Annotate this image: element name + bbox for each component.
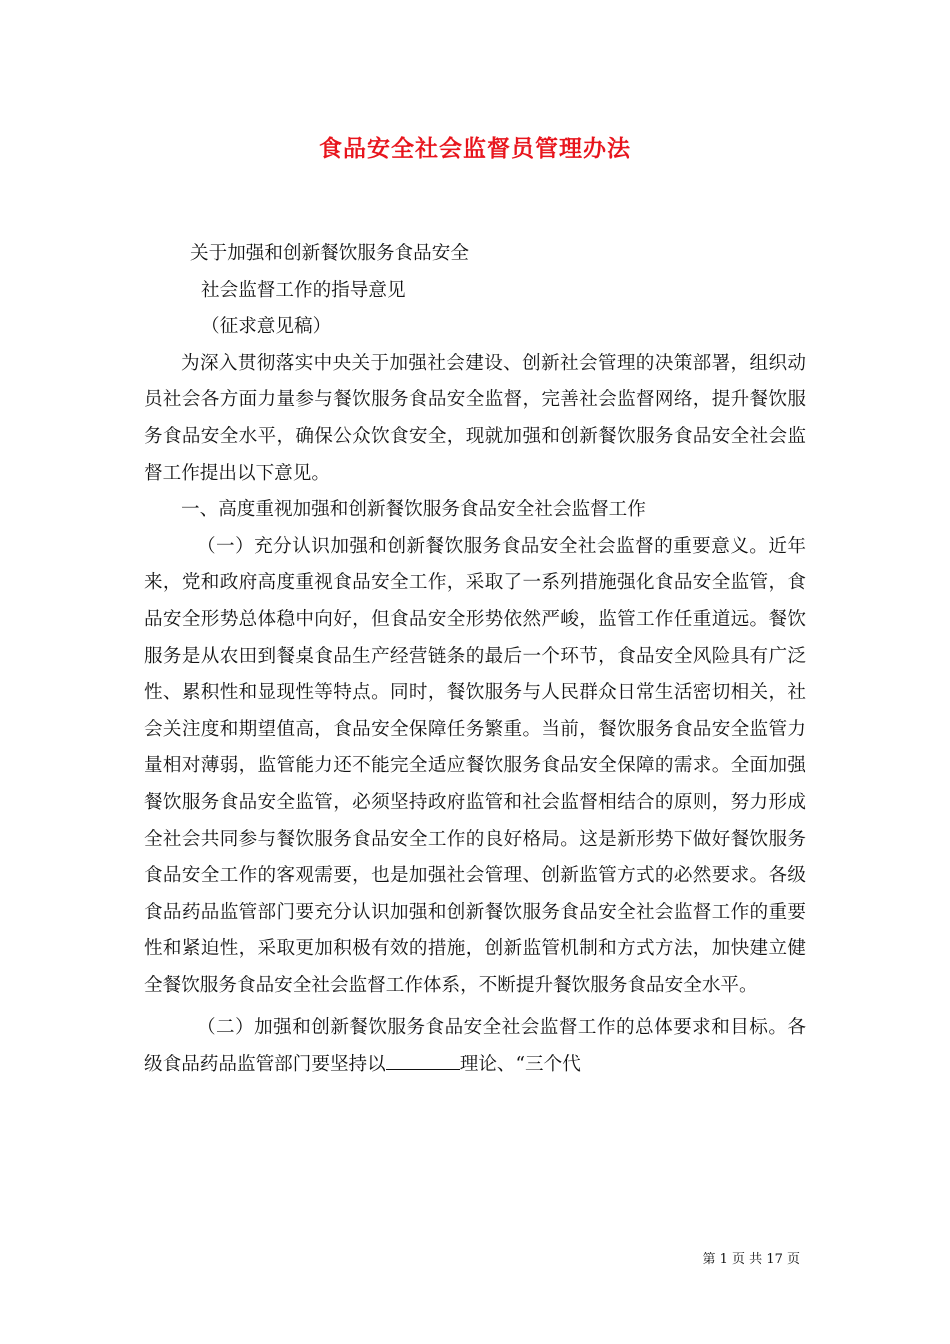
paragraph-text-before-blank: （二）加强和创新餐饮服务食品安全社会监督工作的总体要求和目标。各级食品药品监管部门要坚持以 (144, 1017, 806, 1076)
heading-line-1: 关于加强和创新餐饮服务食品安全 (190, 243, 469, 264)
document-title: 食品安全社会监督员管理办法 (319, 135, 631, 162)
section-heading-1: 一、高度重视加强和创新餐饮服务食品安全社会监督工作 (181, 499, 646, 521)
document-body (144, 236, 806, 1084)
heading-draft-note: （征求意见稿） (201, 316, 332, 338)
fill-in-blank (386, 1051, 460, 1070)
paragraph-section-1-item-1: （一）充分认识加强和创新餐饮服务食品安全社会监督的重要意义。近年来，党和政府高度重视食品安全工作，采取了一系列措施强化食品安全监管，食品安全形势总体稳中向好，但食品安全形势依然严峻，监管工作任重道远。餐饮服务是从农田到餐桌食品生产经营链条的最后一个环节，食品安全风险具有广泛性、累积性和显现性等特点。同时，餐饮服务与人民群众日常生活密切相关，社会关注度和期望值高，食品安全保障任务繁重。当前，餐饮服务食品安全监管力量相对薄弱，监管能力还不能完全适应餐饮服务食品安全保障的需求。全面加强餐饮服务食品安全监管，必须坚持政府监管和社会监督相结合的原则，努力形成全社会共同参与餐饮服务食品安全工作的良好格局。这是新形势下做好餐饮服务食品安全工作的客观需要，也是加强社会管理、创新监管方式的必然要求。各级食品药品监管部门要充分认识加强和创新餐饮服务食品安全社会监督工作的重要性和紧迫性，采取更加积极有效的措施，创新监管机制和方式方法，加快建立健全餐饮服务食品安全社会监督工作体系，不断提升餐饮服务食品安全水平。 (144, 535, 806, 996)
paragraph-intro: 为深入贯彻落实中央关于加强社会建设、创新社会管理的决策部署，组织动员社会各方面力量参与餐饮服务食品安全监督，完善社会监督网络，提升餐饮服务食品安全水平，确保公众饮食安全，现就加强和创新餐饮服务食品安全社会监督工作提出以下意见。 (144, 352, 806, 484)
paragraph-text-after-blank: 理论、“三个代 (459, 1054, 581, 1076)
paragraph-section-1-item-2 (144, 1010, 806, 1083)
heading-line-2: 社会监督工作的指导意见 (201, 279, 406, 301)
page-number-footer: 第 1 页 共 17 页 (702, 1252, 800, 1267)
